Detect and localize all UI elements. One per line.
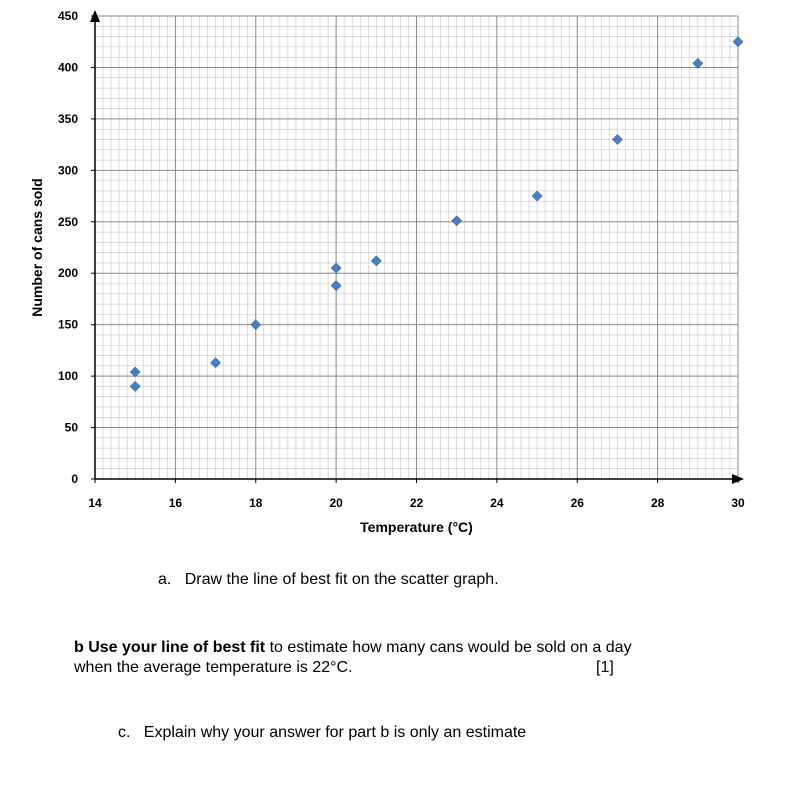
question-c-text: Explain why your answer for part b is only an estimate — [143, 724, 527, 741]
y-tick-label: 50 — [64, 420, 78, 435]
question-a — [158, 570, 499, 590]
y-tick-label: 200 — [57, 266, 78, 281]
x-tick-label: 30 — [731, 496, 745, 510]
question-b-text-line1: to estimate how many cans would be sold on a day — [265, 639, 632, 656]
data-point — [211, 358, 221, 368]
y-tick-label: 300 — [57, 163, 78, 178]
x-tick-label: 22 — [409, 496, 424, 510]
x-tick-label: 14 — [88, 496, 102, 510]
y-tick-label: 150 — [57, 317, 78, 332]
x-tick-label: 18 — [249, 496, 263, 510]
question-b-prefix: b Use your line of best fit — [74, 639, 266, 656]
data-point — [251, 320, 261, 330]
y-tick-labels — [58, 9, 78, 486]
y-tick-label: 350 — [57, 111, 78, 126]
question-a-marker: a. — [158, 571, 172, 588]
data-point — [130, 381, 140, 391]
y-tick-label: 400 — [57, 60, 78, 75]
data-point — [733, 37, 743, 47]
y-tick-label: 100 — [57, 369, 78, 384]
data-point — [130, 367, 140, 377]
x-axis-title: Temperature (°C) — [360, 519, 473, 535]
question-b-text-line2: when the average temperature is 22°C. — [74, 659, 353, 676]
data-points — [130, 37, 743, 392]
y-axis-title: Number of cans sold — [29, 178, 45, 317]
question-c-marker: c. — [118, 724, 131, 741]
y-tick-label: 250 — [57, 214, 78, 229]
data-point — [612, 134, 622, 144]
question-b-marks: [1] — [596, 659, 614, 676]
question-b — [74, 638, 632, 678]
question-c — [118, 723, 526, 743]
x-tick-label: 16 — [168, 496, 183, 510]
data-point — [452, 216, 462, 226]
y-tick-label: 450 — [57, 9, 78, 23]
data-point — [371, 256, 381, 266]
x-tick-label: 24 — [490, 496, 504, 510]
x-tick-label: 28 — [650, 496, 665, 510]
question-a-text: Draw the line of best fit on the scatter graph. — [184, 571, 499, 588]
data-point — [693, 58, 703, 68]
data-point — [331, 281, 341, 291]
x-tick-label: 20 — [329, 496, 343, 510]
x-tick-labels — [88, 496, 745, 510]
y-tick-label: 0 — [71, 472, 78, 486]
data-point — [331, 263, 341, 273]
x-tick-label: 26 — [570, 496, 584, 510]
data-point — [532, 191, 542, 201]
